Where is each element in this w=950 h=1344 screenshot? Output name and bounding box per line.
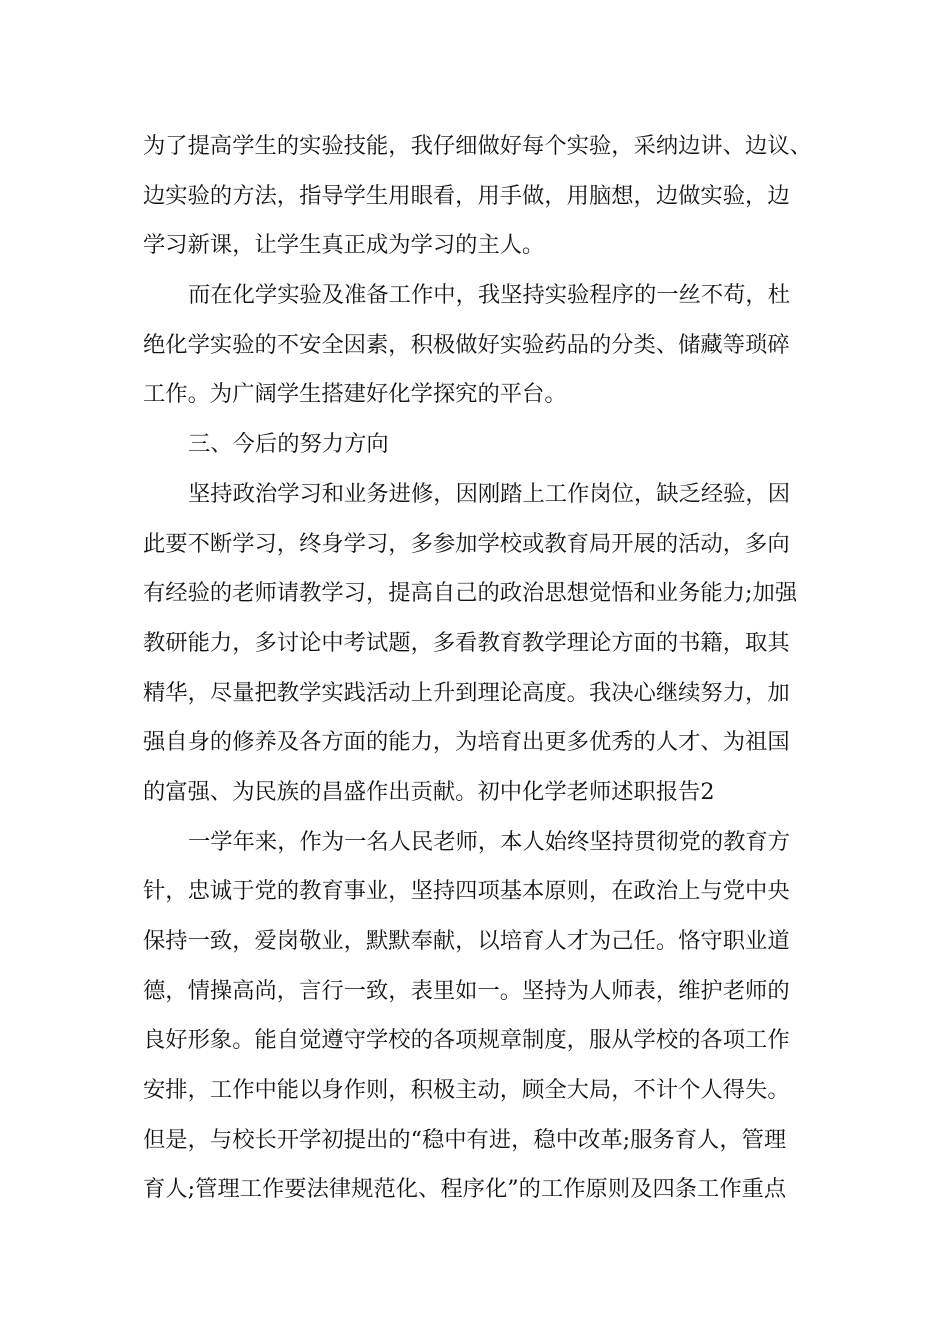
text-line: 精华，尽量把教学实践活动上升到理论高度。我决心继续努力，加 — [143, 679, 790, 706]
text-line: 良好形象。能自觉遵守学校的各项规章制度，服从学校的各项工作 — [143, 1027, 790, 1054]
text-line: 此要不断学习，终身学习，多参加学校或教育局开展的活动，多向 — [143, 530, 790, 557]
text-line: 为了提高学生的实验技能，我仔细做好每个实验，采纳边讲、边议、 — [143, 133, 812, 159]
text-line: 育人;管理工作要法律规范化、程序化”的工作原则及四条工作重点 — [143, 1176, 787, 1203]
document-body — [143, 122, 813, 1215]
section-heading: 三、今后的努力方向 — [188, 431, 389, 458]
text-line: 一学年来，作为一名人民老师，本人始终坚持贯彻党的教育方 — [188, 828, 791, 855]
text-line: 而在化学实验及准备工作中，我坚持实验程序的一丝不苟，杜 — [188, 282, 791, 309]
text-line: 教研能力，多讨论中考试题，多看教育教学理论方面的书籍，取其 — [143, 629, 790, 656]
text-line: 有经验的老师请教学习，提高自己的政治思想觉悟和业务能力;加强 — [143, 580, 798, 607]
text-line: 学习新课，让学生真正成为学习的主人。 — [143, 232, 545, 259]
text-line: 但是，与校长开学初提出的“稳中有进，稳中改革;服务育人，管理 — [143, 1126, 787, 1153]
text-line: 工作。为广阔学生搭建好化学探究的平台。 — [143, 381, 567, 408]
text-line: 绝化学实验的不安全因素，积极做好实验药品的分类、储藏等琐碎 — [143, 331, 790, 358]
text-line: 的富强、为民族的昌盛作出贡献。初中化学老师述职报告2 — [143, 778, 715, 805]
text-line: 强自身的修养及各方面的能力，为培育出更多优秀的人才、为祖国 — [143, 729, 790, 756]
text-line: 保持一致，爱岗敬业，默默奉献，以培育人才为己任。恪守职业道 — [143, 928, 790, 954]
text-line: 针，忠诚于党的教育事业，坚持四项基本原则，在政治上与党中央 — [143, 878, 790, 905]
text-line: 安排，工作中能以身作则，积极主动，顾全大局，不计个人得失。 — [143, 1077, 790, 1104]
text-line: 德，情操高尚，言行一致，表里如一。坚持为人师表，维护老师的 — [143, 977, 790, 1004]
text-line: 坚持政治学习和业务进修，因刚踏上工作岗位，缺乏经验，因 — [188, 480, 791, 507]
text-line: 边实验的方法，指导学生用眼看，用手做，用脑想，边做实验，边 — [143, 182, 790, 209]
